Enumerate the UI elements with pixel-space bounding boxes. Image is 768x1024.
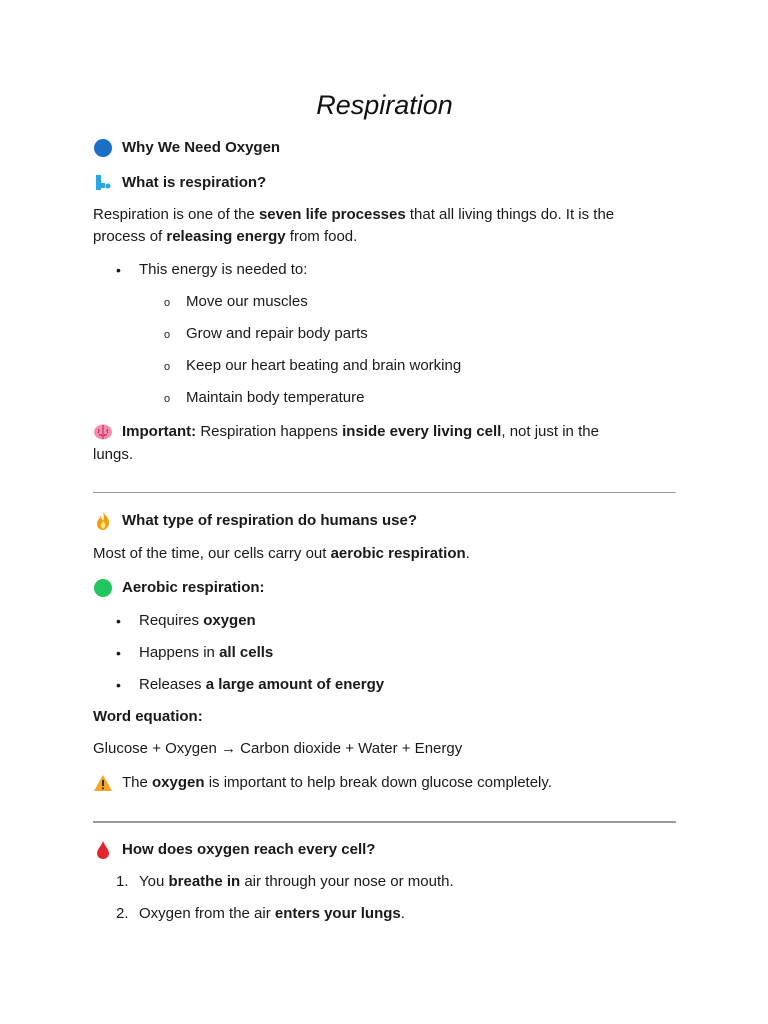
sub-list-item: o Grow and repair body parts	[186, 323, 768, 345]
paragraph-respiration-line2: process of releasing energy from food.	[93, 228, 358, 245]
sub-list-item: o Move our muscles	[186, 291, 768, 313]
subheading-aerobic-respiration: Aerobic respiration:	[93, 577, 676, 599]
section-heading-oxygen-reach: How does oxygen reach every cell?	[93, 839, 676, 861]
paragraph-respiration-line1: Respiration is one of the seven life processes that all living things do. It is the	[93, 206, 615, 223]
green-circle-icon	[93, 578, 113, 598]
person-icon	[93, 173, 113, 193]
word-equation: Glucose + Oxygen → Carbon dioxide + Water + Energy	[93, 740, 463, 757]
sub-list-item: o Keep our heart beating and brain working	[186, 355, 768, 377]
section-heading-why-oxygen: Why We Need Oxygen	[93, 137, 676, 159]
list-item: • Requires oxygen	[139, 610, 722, 632]
list-item: • This energy is needed to:	[139, 259, 722, 281]
blue-circle-icon	[93, 138, 113, 158]
important-note-line2: lungs.	[93, 446, 134, 463]
list-item: • Happens in all cells	[139, 642, 722, 664]
warning-note: The oxygen is important to help break down glucose completely.	[93, 772, 676, 794]
equation-label: Word equation:	[93, 708, 203, 725]
drop-of-blood-icon	[93, 840, 113, 860]
list-item: • Releases a large amount of energy	[139, 674, 722, 696]
brain-icon	[93, 422, 113, 442]
divider	[93, 821, 676, 823]
sub-list-item: o Maintain body temperature	[186, 387, 768, 409]
numbered-list-item: 1. You breathe in air through your nose or mouth.	[116, 873, 454, 890]
warning-icon	[93, 773, 113, 793]
subheading-what-is-respiration: What is respiration?	[93, 172, 676, 194]
divider	[93, 492, 676, 493]
important-note-line1: Important: Respiration happens inside every living cell, not just in the	[93, 421, 676, 443]
section-heading-respiration-type: What type of respiration do humans use?	[93, 510, 676, 532]
fire-icon	[93, 511, 113, 531]
paragraph-aerobic: Most of the time, our cells carry out aerobic respiration.	[93, 545, 470, 562]
page-title: Respiration	[316, 90, 453, 120]
numbered-list-item: 2. Oxygen from the air enters your lungs.	[116, 905, 405, 922]
